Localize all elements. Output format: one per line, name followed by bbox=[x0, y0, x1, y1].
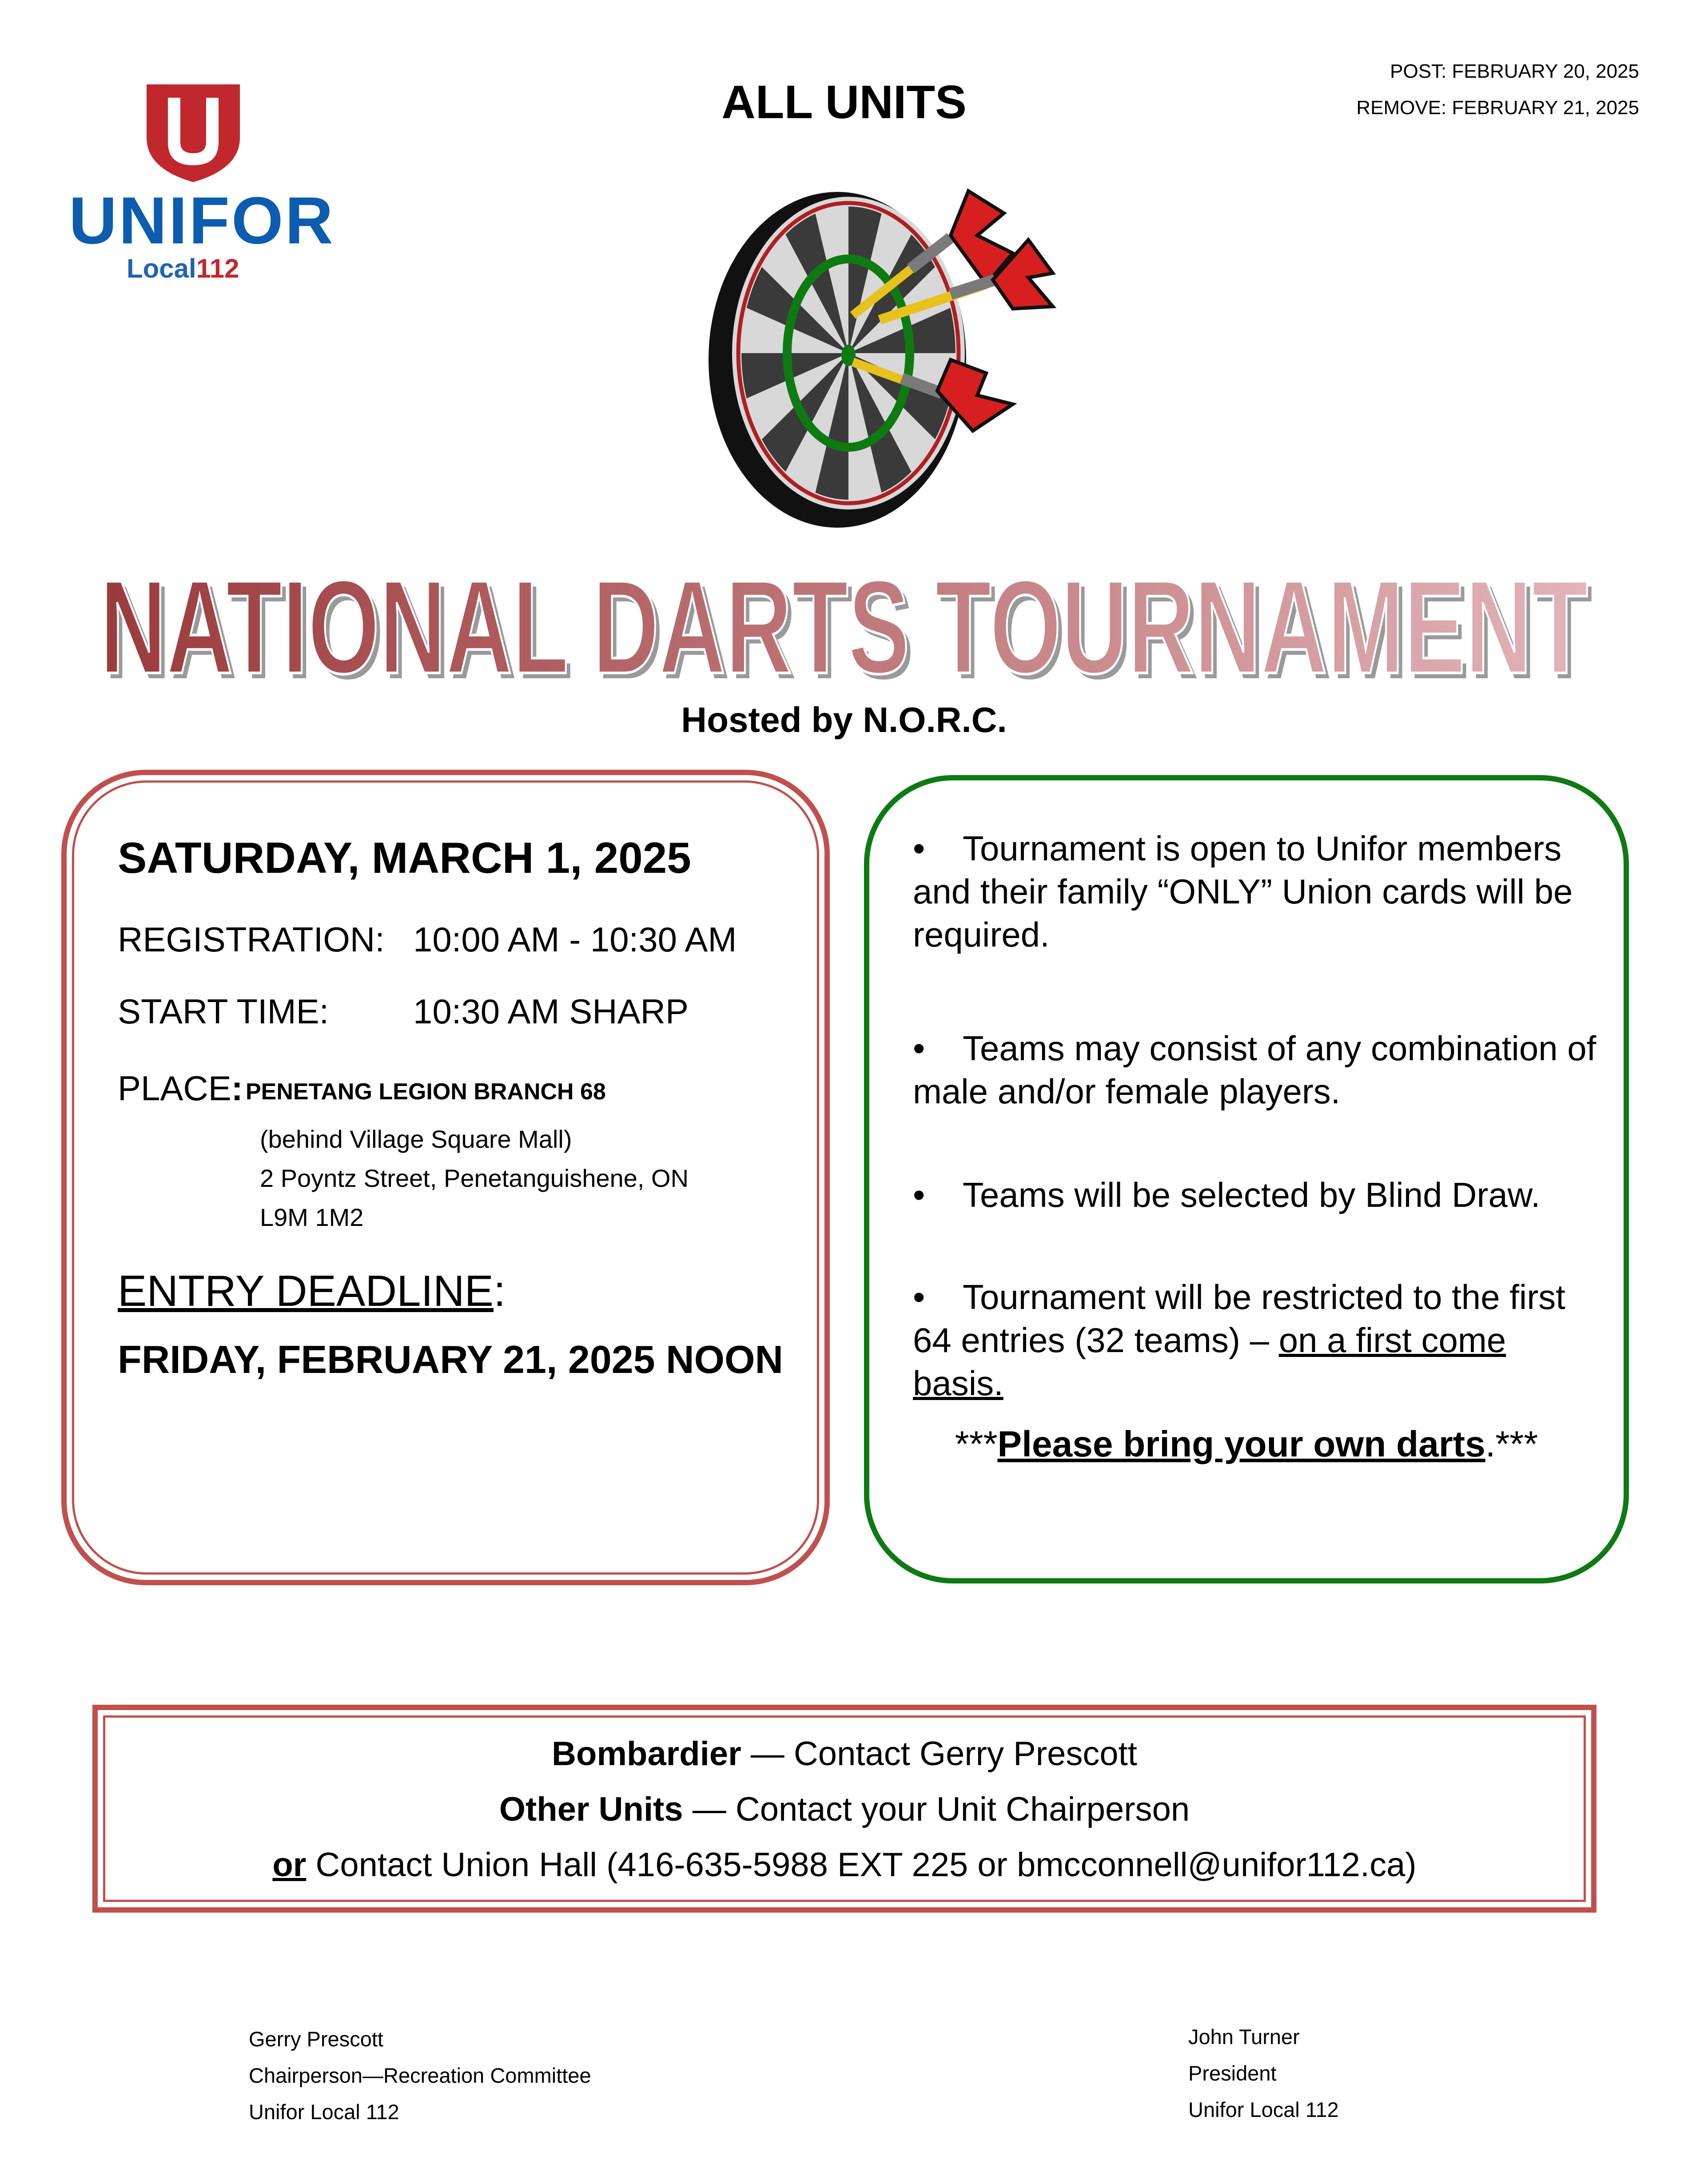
address-line: (behind Village Square Mall) bbox=[260, 1125, 572, 1153]
signer-title: Chairperson—Recreation Committee bbox=[249, 2064, 591, 2087]
dartboard-with-darts-icon bbox=[702, 173, 1084, 551]
entry-deadline-label: ENTRY DEADLINE: bbox=[118, 1266, 506, 1315]
bullet-icon: • bbox=[913, 1029, 925, 1068]
hosted-by: Hosted by N.O.R.C. bbox=[681, 700, 1007, 740]
contact-line-bombardier: Bombardier — Contact Gerry Prescott bbox=[552, 1735, 1137, 1773]
contact-line-union-hall: or Contact Union Hall (416-635-5988 EXT 225 or bmcconnell@unifor112.ca) bbox=[272, 1846, 1417, 1884]
contact-line-other-units: Other Units — Contact your Unit Chairperson bbox=[499, 1790, 1190, 1828]
tournament-title bbox=[0, 546, 1688, 706]
signature-left bbox=[249, 2021, 591, 2130]
address-line: L9M 1M2 bbox=[260, 1203, 364, 1231]
signature-right bbox=[1188, 2019, 1339, 2128]
rule-item: • Teams will be selected by Blind Draw. bbox=[913, 1174, 1597, 1217]
unifor-wordmark: UNIFOR bbox=[69, 183, 335, 258]
signer-name: Gerry Prescott bbox=[249, 2027, 383, 2051]
local-number: 112 bbox=[196, 254, 239, 283]
signer-title: President bbox=[1188, 2061, 1277, 2085]
registration-time: 10:00 AM - 10:30 AM bbox=[413, 920, 737, 959]
start-time: 10:30 AM SHARP bbox=[413, 992, 689, 1031]
bullet-icon: • bbox=[913, 1277, 925, 1317]
bring-darts-note: ***Please bring your own darts.*** bbox=[955, 1424, 1538, 1464]
address-line: 2 Poyntz Street, Penetanguishene, ON bbox=[260, 1164, 689, 1192]
signer-org: Unifor Local 112 bbox=[249, 2100, 399, 2124]
event-date: SATURDAY, MARCH 1, 2025 bbox=[118, 833, 691, 882]
rule-item: • Tournament will be restricted to the first 64 entries (32 teams) – on a first come basis. bbox=[913, 1276, 1597, 1405]
local-prefix: Local bbox=[127, 254, 196, 283]
bullet-icon: • bbox=[913, 829, 925, 868]
title-text: NATIONAL DARTS TOURNAMENT bbox=[100, 552, 1588, 701]
svg-text:NATIONAL DARTS TOURNAMENT: NATIONAL DARTS TOURNAMENT bbox=[104, 557, 1592, 706]
audience-heading: ALL UNITS bbox=[721, 76, 967, 128]
signer-name: John Turner bbox=[1188, 2025, 1300, 2049]
signer-org: Unifor Local 112 bbox=[1188, 2098, 1339, 2121]
place-label: PLACE: bbox=[118, 1069, 243, 1108]
bullet-icon: • bbox=[913, 1175, 925, 1214]
registration-label: REGISTRATION: bbox=[118, 920, 385, 959]
entry-deadline-value: FRIDAY, FEBRUARY 21, 2025 NOON bbox=[118, 1337, 784, 1381]
remove-date: REMOVE: FEBRUARY 21, 2025 bbox=[1356, 97, 1639, 119]
start-time-label: START TIME: bbox=[118, 992, 329, 1031]
rule-item: • Teams may consist of any combination of male and/or female players. bbox=[913, 1027, 1597, 1113]
post-date: POST: FEBRUARY 20, 2025 bbox=[1390, 60, 1639, 82]
local-label bbox=[127, 253, 239, 284]
place-name: PENETANG LEGION BRANCH 68 bbox=[246, 1079, 606, 1105]
rule-item: • Tournament is open to Unifor members and their family “ONLY” Union cards will be required. bbox=[913, 827, 1597, 956]
